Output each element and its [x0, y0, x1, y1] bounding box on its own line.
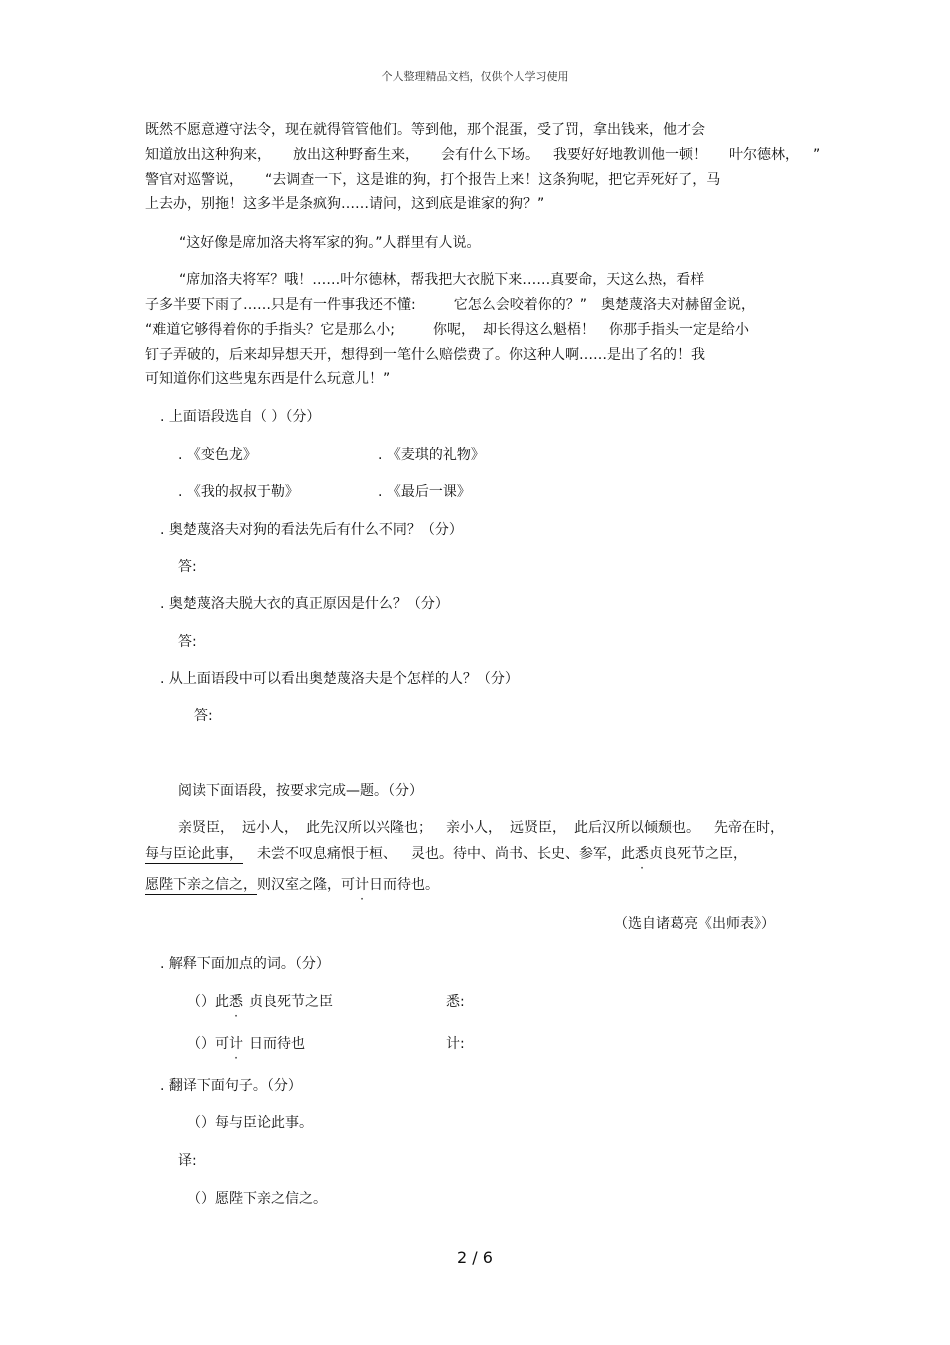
- question-6-translate-label: 译:: [178, 1153, 197, 1169]
- question-6-sentence-1: （）每与臣论此事。: [187, 1115, 313, 1131]
- underlined-sentence-2: 愿陛下亲之信之，: [145, 877, 257, 893]
- section2-intro: 阅读下面语段，按要求完成—题。（分）: [178, 783, 423, 799]
- passage3-line-5: 可知道你们这些鬼东西是什么玩意儿！”: [145, 371, 391, 387]
- dotted-char-xi-2: 悉: [229, 994, 243, 1010]
- source-citation: （选自诸葛亮《出师表》）: [614, 916, 775, 932]
- dotted-char-ji-2: 计: [229, 1036, 243, 1052]
- section2-line-1: 亲贤臣， 远小人， 此先汉所以兴隆也； 亲小人， 远贤臣， 此后汉所以倾颓也。 先帝在时，: [178, 820, 784, 836]
- option-c: . 《我的叔叔于勒》: [178, 484, 299, 500]
- passage3-line-2: 子多半要下雨了……只是有一件事我还不懂: 它怎么会咬着你的？” 奥楚蔑洛夫对赫留金说，: [145, 297, 755, 313]
- question-3-answer: 答:: [178, 634, 197, 650]
- dotted-char-ji: 计: [355, 877, 369, 893]
- question-5: . 解释下面加点的词。（分）: [160, 956, 330, 972]
- question-5-item-1-label: 悉:: [446, 994, 465, 1010]
- section2-line-2: 每与臣论此事， 未尝不叹息痛恨于桓、 灵也。待中、尚书、长史、参军，此悉贞良死节之臣，: [145, 846, 747, 862]
- passage2: “这好像是席加洛夫将军家的狗。”人群里有人说。: [179, 235, 481, 251]
- option-d: . 《最后一课》: [378, 484, 471, 500]
- section2-line-3: 愿陛下亲之信之，则汉室之隆，可计日而待也。: [145, 877, 439, 893]
- question-3: . 奥楚蔑洛夫脱大衣的真正原因是什么？（分）: [160, 596, 449, 612]
- question-6-sentence-2: （）愿陛下亲之信之。: [187, 1191, 327, 1207]
- question-5-item-1: （）此悉 贞良死节之臣: [187, 994, 333, 1010]
- dotted-char-xi: 悉: [635, 846, 649, 862]
- question-2-answer: 答:: [178, 559, 197, 575]
- question-4-answer: 答:: [194, 708, 213, 724]
- option-b: . 《麦琪的礼物》: [378, 447, 485, 463]
- passage1-line-1: 既然不愿意遵守法令，现在就得管管他们。等到他，那个混蛋，受了罚，拿出钱来，他才会: [145, 122, 705, 138]
- question-4: . 从上面语段中可以看出奥楚蔑洛夫是个怎样的人？（分）: [160, 671, 519, 687]
- passage1-line-2: 知道放出这种狗来， 放出这种野畜生来， 会有什么下场。 我要好好地教训他一顿！ 叶尔德林， ”: [145, 147, 821, 163]
- question-6: . 翻译下面句子。（分）: [160, 1078, 302, 1094]
- question-5-item-2-label: 计:: [446, 1036, 465, 1052]
- option-a: . 《变色龙》: [178, 447, 257, 463]
- passage3-line-4: 钉子弄破的，后来却异想天开，想得到一笔什么赔偿费了。你这种人啊……是出了名的！我: [145, 347, 705, 363]
- question-2: . 奥楚蔑洛夫对狗的看法先后有什么不同？（分）: [160, 522, 463, 538]
- passage3-line-3: “难道它够得着你的手指头？它是那么小; 你呢， 却长得这么魁梧！ 你那手指头一定是给小: [145, 322, 749, 338]
- question-5-item-2: （）可计 日而待也: [187, 1036, 305, 1052]
- question-1: . 上面语段选自（ ）（分）: [160, 409, 321, 425]
- page-number: 2 / 6: [457, 1248, 493, 1267]
- page-header: 个人整理精品文档，仅供个人学习使用: [381, 70, 569, 83]
- passage1-line-4: 上去办，别拖！这多半是条疯狗……请问，这到底是谁家的狗？”: [145, 196, 545, 212]
- passage3-line-1: “席加洛夫将军？哦！……叶尔德林，帮我把大衣脱下来……真要命，天这么热，看样: [179, 272, 705, 288]
- passage1-line-3: 警官对巡警说， “去调查一下，这是谁的狗，打个报告上来！这条狗呢，把它弄死好了，马: [145, 172, 721, 188]
- underlined-sentence-1: 每与臣论此事，: [145, 846, 243, 862]
